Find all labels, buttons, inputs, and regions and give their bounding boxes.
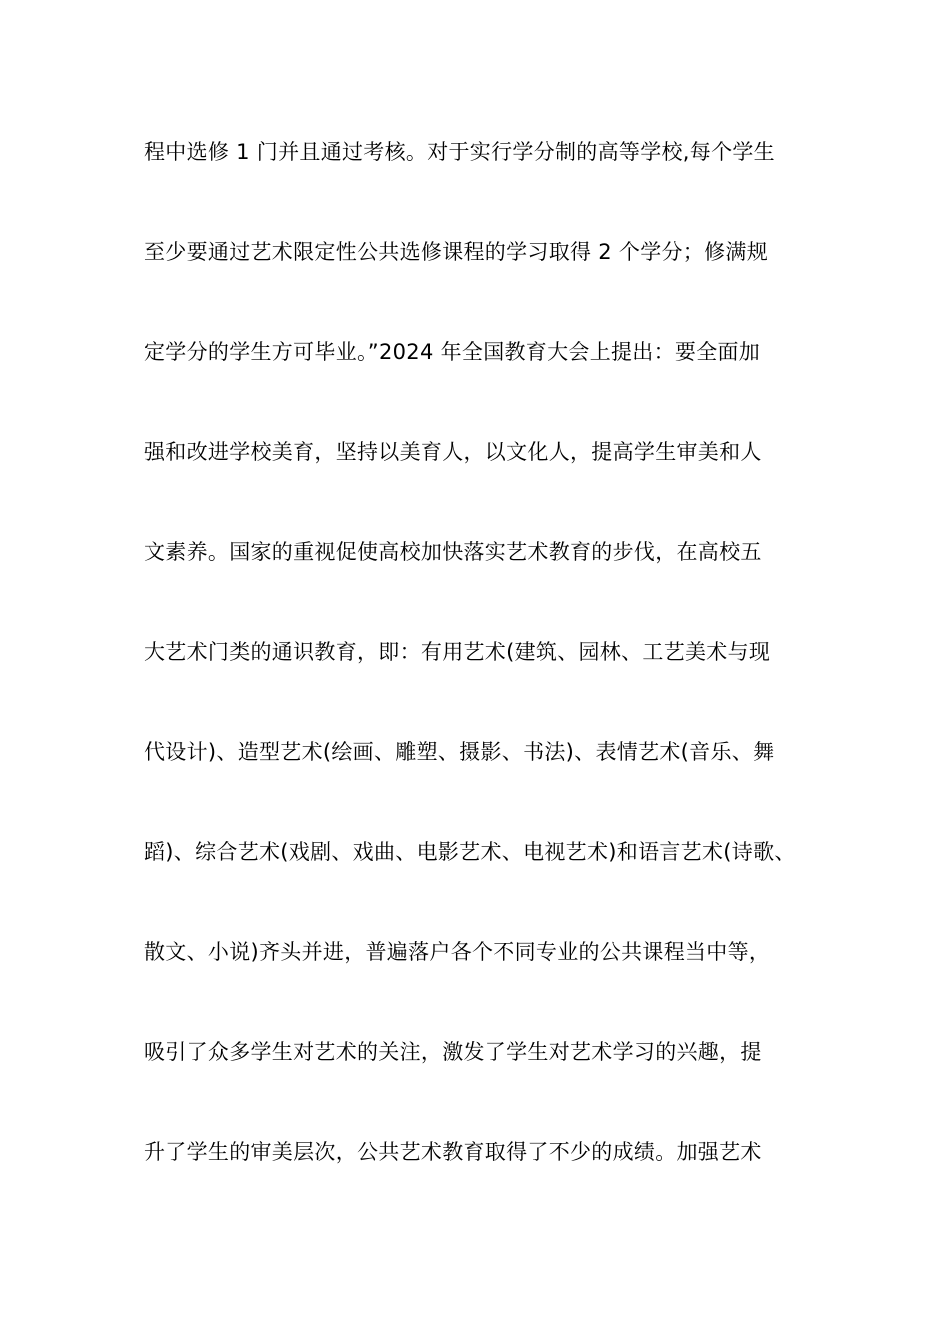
text-line: 程中选修 1 门并且通过考核。对于实行学分制的高等学校,每个学生 <box>144 140 775 164</box>
text-line: 吸引了众多学生对艺术的关注，激发了学生对艺术学习的兴趣，提 <box>144 1040 762 1064</box>
text-line: 代设计)、造型艺术(绘画、雕塑、摄影、书法)、表情艺术(音乐、舞 <box>144 740 775 764</box>
text-line: 大艺术门类的通识教育，即：有用艺术(建筑、园林、工艺美术与现 <box>144 640 771 664</box>
text-line: 强和改进学校美育，坚持以美育人，以文化人，提高学生审美和人 <box>144 440 762 464</box>
text-line: 散文、小说)齐头并进，普遍落户各个不同专业的公共课程当中等， <box>144 940 771 964</box>
text-line: 至少要通过艺术限定性公共选修课程的学习取得 2 个学分；修满规 <box>144 240 769 264</box>
text-line: 升了学生的审美层次，公共艺术教育取得了不少的成绩。加强艺术 <box>144 1140 762 1164</box>
text-line: 定学分的学生方可毕业。”2024 年全国教育大会上提出：要全面加 <box>144 340 761 364</box>
text-line: 蹈)、综合艺术(戏剧、戏曲、电影艺术、电视艺术)和语言艺术(诗歌、 <box>144 840 796 864</box>
body-text <box>144 128 824 1228</box>
text-line: 文素养。国家的重视促使高校加快落实艺术教育的步伐，在高校五 <box>144 540 762 564</box>
